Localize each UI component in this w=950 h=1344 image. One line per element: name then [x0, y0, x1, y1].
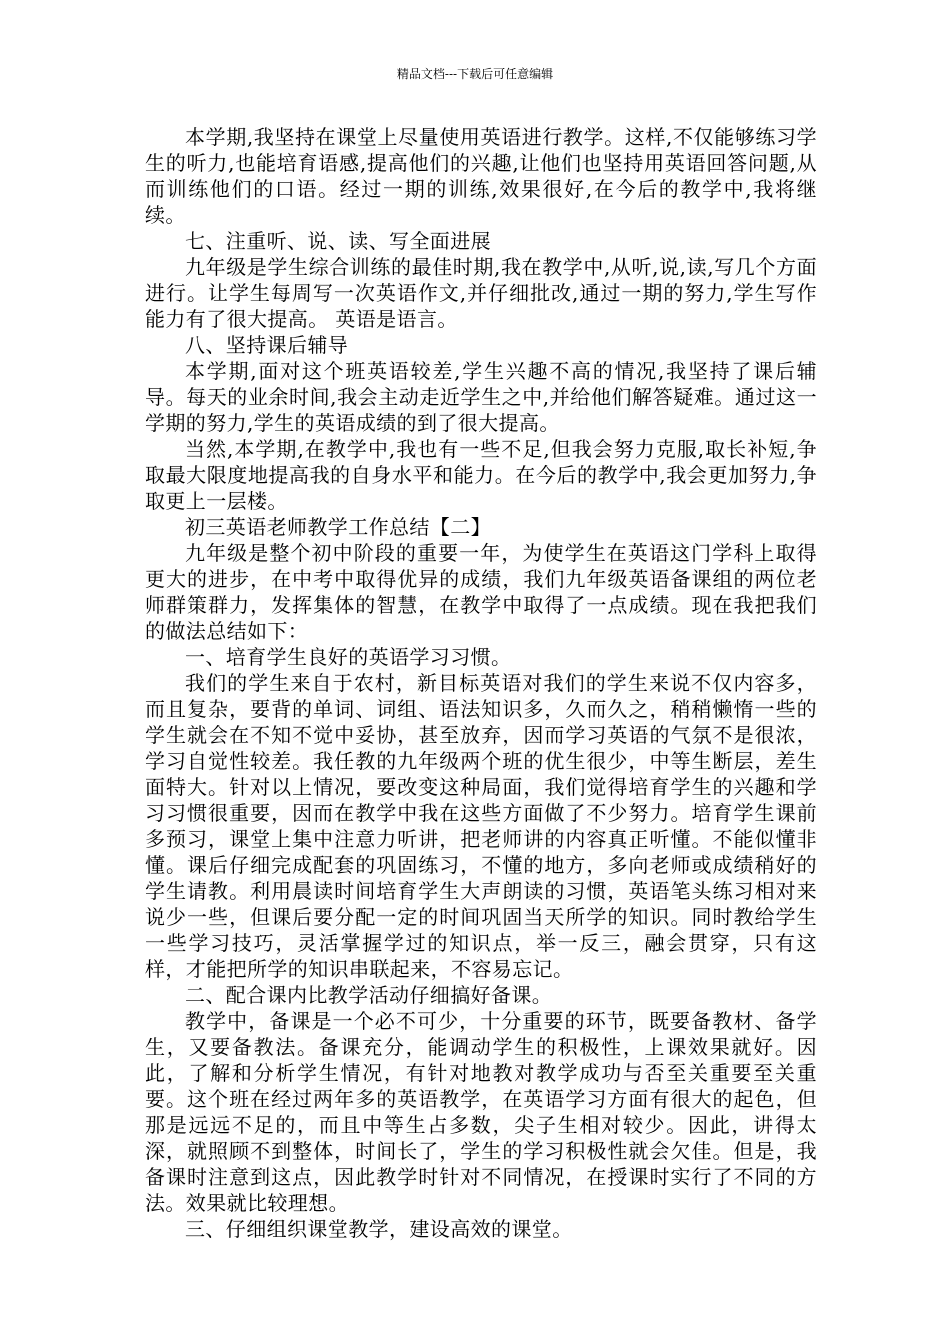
paragraph-4: 当然,本学期,在教学中,我也有一些不足,但我会努力克服,取长补短,争取最大限度地提高我的自身水平和能力。在今后的教学中,我会更加努力,争取更上一层楼。	[145, 437, 817, 513]
page-header: 精品文档---下载后可任意编辑	[396, 67, 554, 81]
paragraph-7: 教学中，备课是一个必不可少，十分重要的环节，既要备教材、备学生，又要备教法。备课充分，能调动学生的积极性，上课效果就好。因此，了解和分析学生情况，有针对地教对教学成功与否至关重要至关重要。这个班在经过两年多的英语教学，在英语学习方面有很大的起色，但那是远远不足的，而且中等生占多数，尖子生相对较少。因此，讲得太深，就照顾不到整体，时间长了，学生的学习积极性就会欠佳。但是，我备课时注意到这点，因此教学时针对不同情况，在授课时实行了不同的方法。效果就比较理想。	[145, 1009, 817, 1215]
section-heading-1: 一、培育学生良好的英语学习习惯。	[185, 645, 512, 669]
document-body	[145, 124, 817, 1242]
paragraph-1: 本学期,我坚持在课堂上尽量使用英语进行教学。这样,不仅能够练习学生的听力,也能培育语感,提高他们的兴趣,让他们也坚持用英语回答问题,从而训练他们的口语。经过一期的训练,效果很好,在今后的教学中,我将继续。	[145, 125, 817, 227]
section-heading-8: 八、坚持课后辅导	[185, 333, 349, 357]
document-subtitle: 初三英语老师教学工作总结【二】	[185, 515, 491, 539]
paragraph-6: 我们的学生来自于农村，新目标英语对我们的学生来说不仅内容多，而且复杂，要背的单词、词组、语法知识多，久而久之，稍稍懒惰一些的学生就会在不知不觉中妥协，甚至放弃，因而学习英语的气氛不是很浓，学习自觉性较差。我任教的九年级两个班的优生很少，中等生断层，差生面特大。针对以上情况，要改变这种局面，我们觉得培育学生的兴趣和学习习惯很重要，因而在教学中我在这些方面做了不少努力。培育学生课前多预习，课堂上集中注意力听讲，把老师讲的内容真正听懂。不能似懂非懂。课后仔细完成配套的巩固练习，不懂的地方，多向老师或成绩稍好的学生请教。利用晨读时间培育学生大声朗读的习惯，英语笔头练习相对来说少一些，但课后要分配一定的时间巩固当天所学的知识。同时教给学生一些学习技巧，灵活掌握学过的知识点，举一反三，融会贯穿，只有这样，才能把所学的知识串联起来，不容易忘记。	[145, 671, 817, 981]
section-heading-7: 七、注重听、说、读、写全面进展	[185, 229, 491, 253]
paragraph-5: 九年级是整个初中阶段的重要一年，为使学生在英语这门学科上取得更大的进步，在中考中取得优异的成绩，我们九年级英语备课组的两位老师群策群力，发挥集体的智慧，在教学中取得了一点成绩。现在我把我们的做法总结如下：	[145, 541, 817, 643]
section-heading-2: 二、配合课内比教学活动仔细搞好备课。	[185, 983, 553, 1007]
paragraph-3: 本学期,面对这个班英语较差,学生兴趣不高的情况,我坚持了课后辅导。每天的业余时间,我会主动走近学生之中,并给他们解答疑难。通过这一学期的努力,学生的英语成绩的到了很大提高。	[145, 359, 817, 435]
section-heading-3: 三、仔细组织课堂教学，建设高效的课堂。	[185, 1217, 573, 1241]
paragraph-2: 九年级是学生综合训练的最佳时期,我在教学中,从听,说,读,写几个方面进行。让学生每周写一次英语作文,并仔细批改,通过一期的努力,学生写作能力有了很大提高。 英语是语言。	[145, 255, 817, 331]
